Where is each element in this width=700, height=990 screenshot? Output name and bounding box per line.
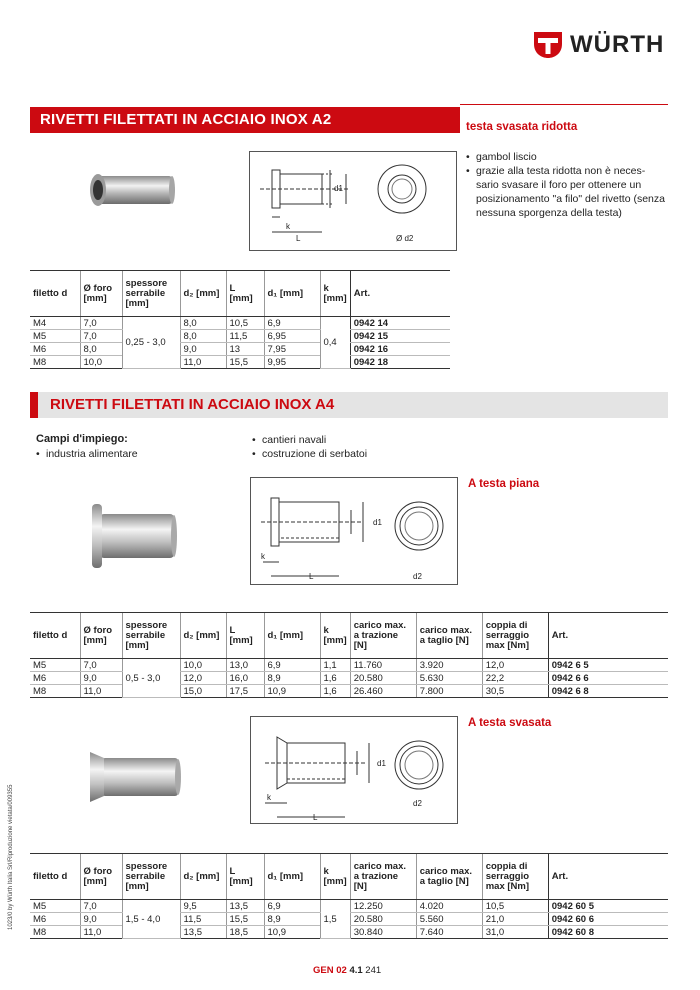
cell: 6,9 — [264, 317, 320, 330]
cell: 9,0 — [80, 672, 122, 685]
cell: 6,95 — [264, 330, 320, 343]
rivet-svasata-photo — [86, 750, 182, 804]
wurth-logo — [532, 27, 672, 63]
footer-code: GEN 02 — [313, 965, 347, 976]
cell: 20.580 — [350, 913, 416, 926]
col-k: k [mm] — [320, 271, 350, 317]
cell-art: 0942 6 6 — [548, 672, 668, 685]
dim-d1-label: d1 — [377, 759, 386, 768]
campi-label: Campi d'impiego: — [36, 433, 128, 445]
cell: 30.840 — [350, 926, 416, 939]
brand-name: WÜRTH — [570, 31, 665, 58]
use-item: • industria alimentare — [36, 447, 138, 461]
col-art: Art. — [548, 613, 668, 659]
cell: 17,5 — [226, 685, 264, 698]
cell-art: 0942 6 5 — [548, 659, 668, 672]
dim-d2-label: d2 — [413, 799, 422, 808]
cell: 13,5 — [180, 926, 226, 939]
cell: M8 — [30, 685, 80, 698]
cell: 15,5 — [226, 356, 264, 369]
col-art: Art. — [548, 854, 668, 900]
col-foro: Ø foro [mm] — [80, 613, 122, 659]
cell: 22,2 — [482, 672, 548, 685]
cell-k-merged: 0,4 — [320, 317, 350, 369]
cell: 13 — [226, 343, 264, 356]
cell: 12.250 — [350, 900, 416, 913]
cell-spessore-merged: 1,5 - 4,0 — [122, 900, 180, 939]
cell: 8,0 — [180, 330, 226, 343]
cell: 7,0 — [80, 330, 122, 343]
col-foro: Ø foro [mm] — [80, 854, 122, 900]
col-coppia: coppia di serraggio max [Nm] — [482, 613, 548, 659]
spec-table-a2 — [30, 270, 450, 369]
cell: 26.460 — [350, 685, 416, 698]
cell-art: 0942 14 — [350, 317, 450, 330]
cell: 6,9 — [264, 659, 320, 672]
cell: 7,0 — [80, 659, 122, 672]
section-a4-title: RIVETTI FILETTATI IN ACCIAIO INOX A4 — [50, 396, 335, 413]
dim-d1-label: d1 — [373, 518, 382, 527]
cell: M4 — [30, 317, 80, 330]
cell: 1,6 — [320, 672, 350, 685]
col-trazione: carico max. a trazione [N] — [350, 613, 416, 659]
cell: 11,0 — [80, 926, 122, 939]
cell: 7.800 — [416, 685, 482, 698]
col-filetto: filetto d — [30, 854, 80, 900]
dim-l-label: L — [296, 234, 301, 243]
col-spessore: spessore serrabile [mm] — [122, 271, 180, 317]
rivet-piana-photo — [86, 502, 178, 570]
cell: 15,0 — [180, 685, 226, 698]
section-a2-features — [466, 150, 666, 220]
cell: 18,5 — [226, 926, 264, 939]
cell-k-merged: 1,5 — [320, 900, 350, 939]
col-spessore: spessore serrabile [mm] — [122, 613, 180, 659]
table-row — [30, 900, 668, 913]
col-d2: d₂ [mm] — [180, 854, 226, 900]
cell: 11,0 — [180, 356, 226, 369]
cell-art: 0942 6 8 — [548, 685, 668, 698]
col-l: L [mm] — [226, 613, 264, 659]
cell: M5 — [30, 900, 80, 913]
cell: 1,6 — [320, 685, 350, 698]
cell: 10,5 — [482, 900, 548, 913]
cell: 6,9 — [264, 900, 320, 913]
cell: 21,0 — [482, 913, 548, 926]
cell: M8 — [30, 926, 80, 939]
table-row — [30, 330, 450, 343]
cell-art: 0942 16 — [350, 343, 450, 356]
col-k: k [mm] — [320, 613, 350, 659]
dim-k-label: k — [267, 793, 271, 802]
divider — [460, 104, 668, 105]
dim-d2-label: Ø d2 — [396, 234, 414, 243]
cell: 10,9 — [264, 926, 320, 939]
cell: 5.560 — [416, 913, 482, 926]
col-art: Art. — [350, 271, 450, 317]
table-row — [30, 343, 450, 356]
cell: 7,0 — [80, 900, 122, 913]
cell: 10,0 — [80, 356, 122, 369]
rivet-a2-photo — [84, 170, 176, 210]
technical-drawing-svasata — [250, 716, 458, 824]
cell: 9,0 — [80, 913, 122, 926]
uses-right — [252, 433, 367, 461]
col-foro: Ø foro [mm] — [80, 271, 122, 317]
technical-drawing-piana — [250, 477, 458, 585]
dim-k-label: k — [261, 552, 265, 561]
use-item: • cantieri navali — [252, 433, 367, 447]
use-item: • costruzione di serbatoi — [252, 447, 367, 461]
col-filetto: filetto d — [30, 271, 80, 317]
section-a2-subtitle: testa svasata ridotta — [466, 121, 578, 133]
cell: 10,9 — [264, 685, 320, 698]
col-k: k [mm] — [320, 854, 350, 900]
cell: M6 — [30, 343, 80, 356]
col-taglio: carico max. a taglio [N] — [416, 613, 482, 659]
col-filetto: filetto d — [30, 613, 80, 659]
cell: M8 — [30, 356, 80, 369]
cell: 11.760 — [350, 659, 416, 672]
section-a2-title: RIVETTI FILETTATI IN ACCIAIO INOX A2 — [30, 107, 460, 133]
cell-art: 0942 60 5 — [548, 900, 668, 913]
table-row — [30, 356, 450, 369]
cell: 11,5 — [180, 913, 226, 926]
feature-item: • grazie alla testa ridotta non è neces-sario svasare il foro per ottenere un posizionamento "a filo" del rivetto (senza nessuna sporgenza della testa) — [466, 164, 666, 220]
cell: 7,0 — [80, 317, 122, 330]
cell: 9,0 — [180, 343, 226, 356]
col-d2: d₂ [mm] — [180, 271, 226, 317]
cell: 8,9 — [264, 672, 320, 685]
col-l: L [mm] — [226, 854, 264, 900]
feature-item: • gambol liscio — [466, 150, 666, 164]
col-coppia: coppia di serraggio max [Nm] — [482, 854, 548, 900]
cell: M5 — [30, 659, 80, 672]
cell: 1,1 — [320, 659, 350, 672]
cell: 9,95 — [264, 356, 320, 369]
cell: 12,0 — [180, 672, 226, 685]
col-l: L [mm] — [226, 271, 264, 317]
cell: 8,9 — [264, 913, 320, 926]
dim-d2-label: d2 — [413, 572, 422, 581]
cell: 11,0 — [80, 685, 122, 698]
cell: 3.920 — [416, 659, 482, 672]
spec-table-svasata — [30, 853, 668, 939]
page-footer — [313, 965, 381, 976]
cell: 5.630 — [416, 672, 482, 685]
col-d1: d₁ [mm] — [264, 854, 320, 900]
cell: 20.580 — [350, 672, 416, 685]
page-number: 241 — [365, 965, 382, 976]
cell: 8,0 — [180, 317, 226, 330]
copyright-side-note: 1023/0 by Würth Italia Srl/Riproduzione vietata/009355 — [8, 784, 14, 930]
table-row — [30, 317, 450, 330]
dim-d1-label: d1 — [334, 184, 343, 193]
cell-art: 0942 60 6 — [548, 913, 668, 926]
cell: 30,5 — [482, 685, 548, 698]
cell: 11,5 — [226, 330, 264, 343]
dim-l-label: L — [313, 813, 318, 822]
cell-art: 0942 15 — [350, 330, 450, 343]
footer-section: 4.1 — [349, 965, 363, 976]
cell-art: 0942 18 — [350, 356, 450, 369]
cell-art: 0942 60 8 — [548, 926, 668, 939]
col-spessore: spessore serrabile [mm] — [122, 854, 180, 900]
col-d1: d₁ [mm] — [264, 271, 320, 317]
col-d2: d₂ [mm] — [180, 613, 226, 659]
spec-table-piana — [30, 612, 668, 698]
cell: 9,5 — [180, 900, 226, 913]
cell: 13,0 — [226, 659, 264, 672]
cell: M5 — [30, 330, 80, 343]
wurth-logo-mark-icon — [532, 30, 564, 60]
cell-spessore-merged: 0,25 - 3,0 — [122, 317, 180, 369]
cell: 10,0 — [180, 659, 226, 672]
section-a4-tab — [30, 392, 38, 418]
col-d1: d₁ [mm] — [264, 613, 320, 659]
cell: 10,5 — [226, 317, 264, 330]
cell: 31,0 — [482, 926, 548, 939]
dim-l-label: L — [309, 572, 314, 581]
col-trazione: carico max. a trazione [N] — [350, 854, 416, 900]
cell: 7,95 — [264, 343, 320, 356]
cell: M6 — [30, 913, 80, 926]
cell-spessore-merged: 0,5 - 3,0 — [122, 659, 180, 698]
col-taglio: carico max. a taglio [N] — [416, 854, 482, 900]
table-row — [30, 659, 668, 672]
technical-drawing-a2 — [249, 151, 457, 251]
cell: 4.020 — [416, 900, 482, 913]
dim-k-label: k — [286, 222, 290, 231]
svasata-subtitle: A testa svasata — [468, 717, 552, 729]
cell: 15,5 — [226, 913, 264, 926]
piana-subtitle: A testa piana — [468, 478, 540, 490]
uses-left — [36, 447, 138, 461]
cell: M6 — [30, 672, 80, 685]
cell: 12,0 — [482, 659, 548, 672]
cell: 16,0 — [226, 672, 264, 685]
cell: 7.640 — [416, 926, 482, 939]
cell: 8,0 — [80, 343, 122, 356]
cell: 13,5 — [226, 900, 264, 913]
